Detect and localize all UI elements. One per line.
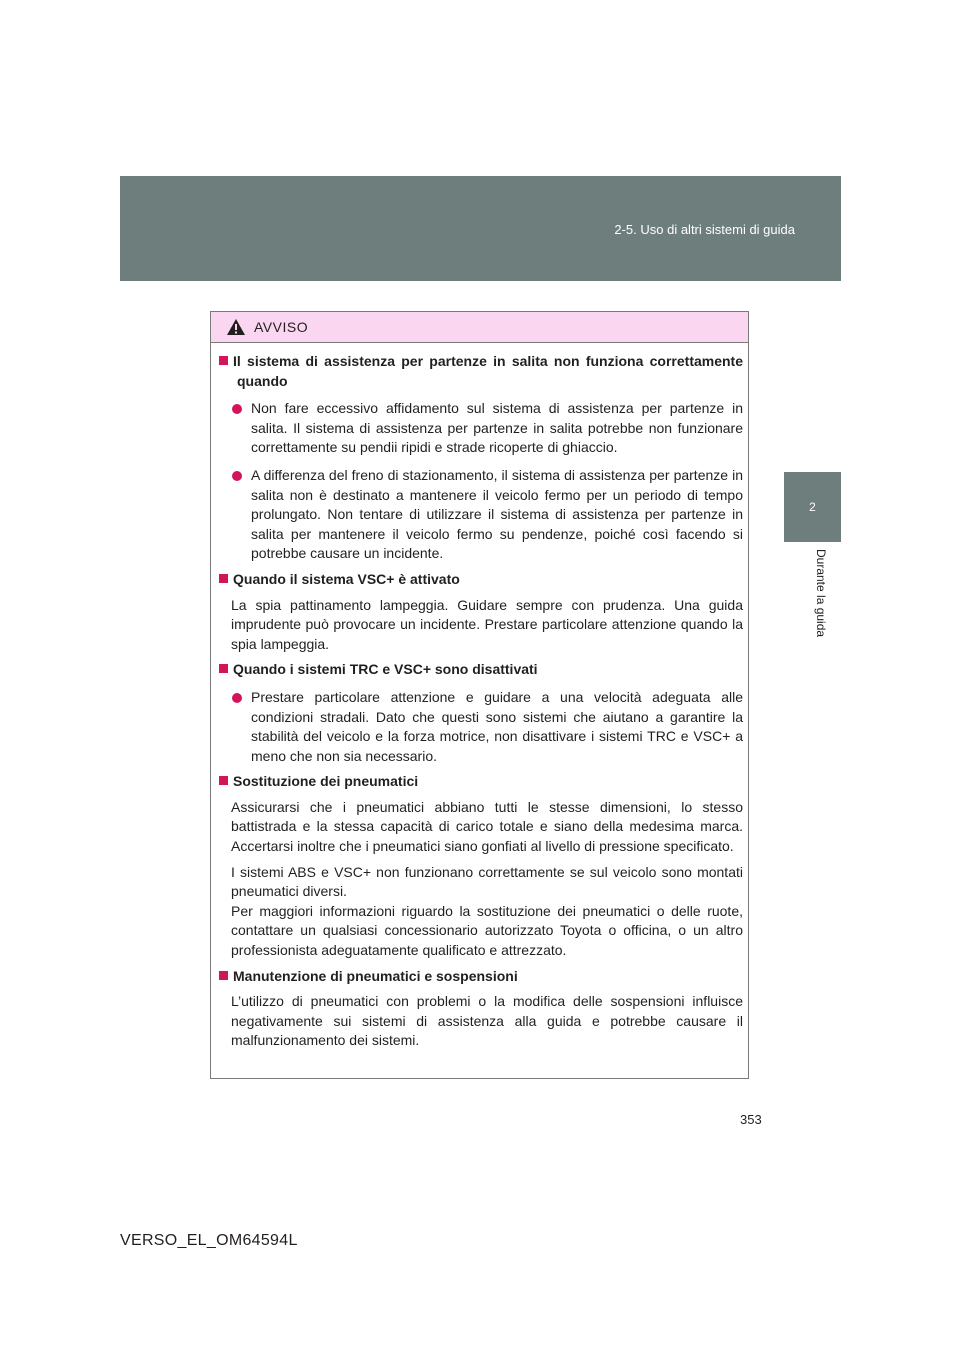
bullet-item: Non fare eccessivo affidamento sul sistema di assistenza per partenze in salita. Il sistema di assistenza per partenze in salita potrebbe non funzionare correttamente su pendii ripidi e strade ricoperte di ghiaccio. (219, 399, 743, 458)
square-bullet-icon (219, 574, 228, 583)
square-bullet-icon (219, 776, 228, 785)
square-bullet-icon (219, 356, 228, 365)
warning-box (210, 311, 749, 1079)
warning-section (219, 352, 743, 564)
square-bullet-icon (219, 664, 228, 673)
document-code: VERSO_EL_OM64594L (120, 1232, 298, 1249)
section-paragraph: La spia pattinamento lampeggia. Guidare sempre con prudenza. Una guida imprudente può provocare un incidente. Prestare particolare attenzione quando la spia lampeggia. (231, 596, 743, 652)
section-title: Quando i sistemi TRC e VSC+ sono disattivati (219, 660, 743, 680)
bullet-item: A differenza del freno di stazionamento, il sistema di assistenza per partenze in salita non è destinato a mantenere il veicolo fermo per un periodo di tempo prolungato. Non tentare di utilizzare il sistema di assistenza per partenze in salita per mantenere il veicolo fermo su pendenze, poiché così facendo si potrebbe causare un incidente. (219, 466, 743, 564)
section-paragraph: Assicurarsi che i pneumatici abbiano tutti le stesse dimensioni, lo stesso battistrada e la stessa capacità di carico totale e siano della medesima marca. Accertarsi inoltre che i pneumatici siano gonfiati al livello di pressione specificato. (231, 798, 743, 855)
dot-bullet-icon (232, 404, 242, 414)
warning-label: AVVISO (254, 319, 309, 335)
chapter-title: 2-5. Uso di altri sistemi di guida (614, 222, 795, 237)
section-paragraph: Per maggiori informazioni riguardo la sostituzione dei pneumatici o delle ruote, contattare un qualsiasi concessionario autorizzato Toyota o officina, o un altro professionista adeguatamente qualificato e attrezzato. (231, 902, 743, 959)
warning-triangle-icon (226, 318, 246, 336)
section-paragraph: I sistemi ABS e VSC+ non funzionano correttamente se sul veicolo sono montati pneumatici diversi. (231, 863, 743, 900)
side-tab-label: Durante la guida (814, 549, 828, 638)
section-title: Il sistema di assistenza per partenze in salita non funziona correttamente quando (219, 352, 743, 391)
dot-bullet-icon (232, 471, 242, 481)
warning-section (219, 772, 743, 960)
dot-bullet-icon (232, 693, 242, 703)
side-tab-number-box (784, 472, 841, 542)
side-tab-number: 2 (809, 500, 816, 514)
bullet-item: Prestare particolare attenzione e guidare a una velocità adeguata alle condizioni stradali. Dato che questi sono sistemi che aiutano a garantire la stabilità del veicolo e la forza motrice, non disattivare i sistemi TRC e VSC+ a meno che non sia necessario. (219, 688, 743, 766)
page-number: 353 (740, 1112, 762, 1127)
header-band (120, 176, 841, 281)
warning-section (219, 967, 743, 1051)
warning-content (219, 352, 743, 1057)
side-tab (784, 281, 841, 1081)
section-paragraph: L’utilizzo di pneumatici con problemi o la modifica delle sospensioni influisce negativamente sui sistemi di assistenza alla guida e potrebbe causare il malfunzionamento dei sistemi. (231, 993, 743, 1049)
warning-section (219, 570, 743, 654)
square-bullet-icon (219, 971, 228, 980)
section-title: Sostituzione dei pneumatici (219, 772, 743, 792)
section-title: Quando il sistema VSC+ è attivato (219, 570, 743, 590)
warning-section (219, 660, 743, 766)
warning-header (211, 312, 748, 343)
section-title: Manutenzione di pneumatici e sospensioni (219, 967, 743, 987)
